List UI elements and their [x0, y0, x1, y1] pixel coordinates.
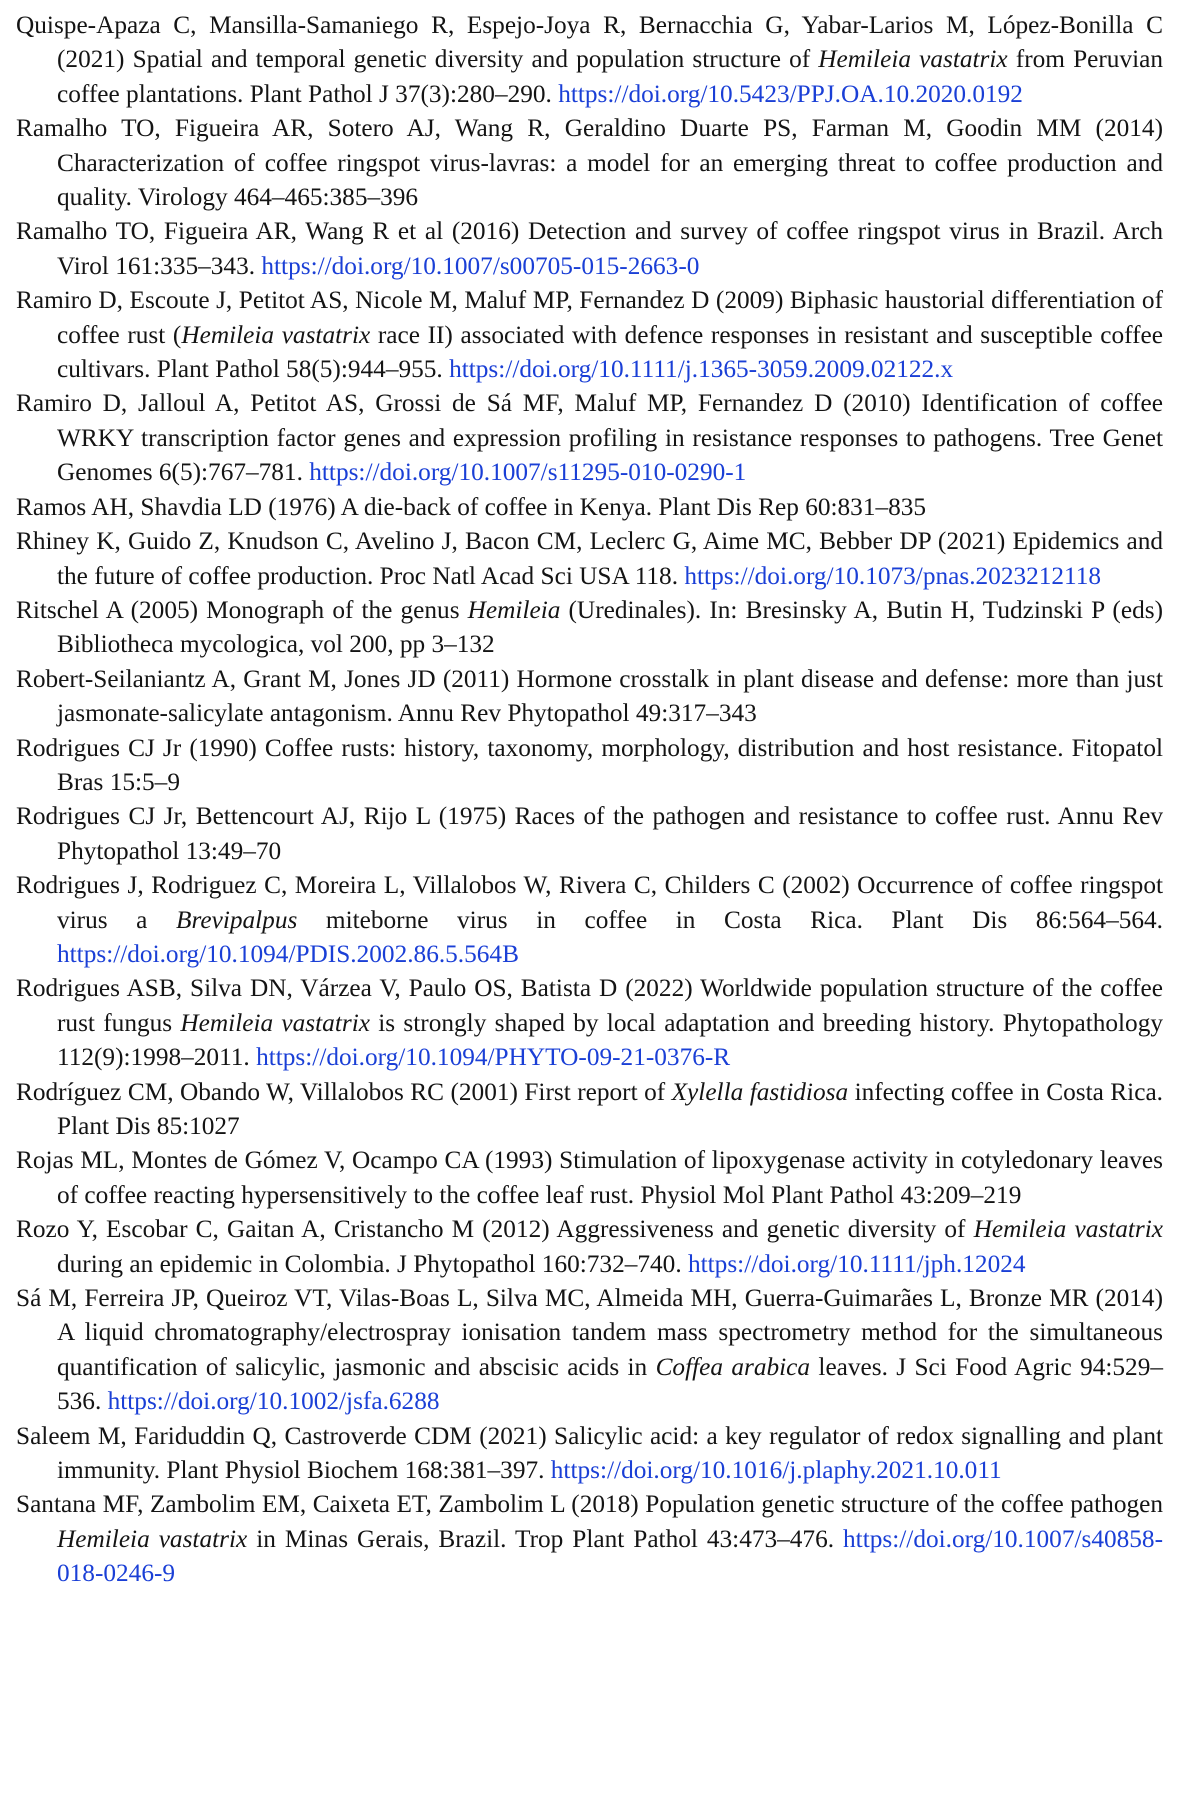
italic-taxon-text: Xylella fastidiosa: [671, 1077, 849, 1106]
reference-text: Rhiney K, Guido Z, Knudson C, Avelino J, Bacon CM, Leclerc G, Aime MC, Bebber DP (2021) Epidemics and the future of coffee production. Proc Natl Acad Sci USA 118.: [16, 527, 1163, 590]
reference-entry: [16, 214, 1163, 283]
doi-link[interactable]: https://doi.org/10.5423/PPJ.OA.10.2020.0192: [558, 79, 1023, 108]
reference-text: Santana MF, Zambolim EM, Caixeta ET, Zambolim L (2018) Population genetic structure of the coffee pathogen: [16, 1490, 1163, 1519]
doi-link[interactable]: https://doi.org/10.1073/pnas.2023212118: [684, 561, 1102, 590]
reference-text: infecting coffee in Costa Rica. Plant Dis 85:1027: [57, 1077, 1163, 1140]
reference-entry: [16, 868, 1163, 971]
reference-text: in Minas Gerais, Brazil. Trop Plant Pathol 43:473–476.: [247, 1524, 844, 1553]
reference-text: during an epidemic in Colombia. J Phytopathol 160:732–740.: [57, 1249, 688, 1278]
reference-entry: [16, 799, 1163, 868]
reference-text: Rodrigues CJ Jr, Bettencourt AJ, Rijo L (1975) Races of the pathogen and resistance to coffee rust. Annu Rev Phytopathol 13:49–70: [16, 802, 1163, 865]
reference-text: Ramiro D, Escoute J, Petitot AS, Nicole M, Maluf MP, Fernandez D (2009) Biphasic haustorial differentiation of coffee rust (: [16, 286, 1163, 349]
doi-link[interactable]: https://doi.org/10.1016/j.plaphy.2021.10.011: [550, 1456, 1002, 1485]
doi-link[interactable]: https://doi.org/10.1094/PDIS.2002.86.5.564B: [57, 939, 519, 968]
reference-text: Rodríguez CM, Obando W, Villalobos RC (2001) First report of: [16, 1077, 672, 1106]
italic-taxon-text: Brevipalpus: [176, 905, 298, 934]
reference-text: Rodrigues ASB, Silva DN, Várzea V, Paulo OS, Batista D (2022) Worldwide population structure of the coffee rust fungus: [16, 974, 1163, 1037]
doi-link[interactable]: https://doi.org/10.1002/jsfa.6288: [107, 1387, 440, 1416]
italic-taxon-text: Hemileia vastatrix: [180, 1008, 370, 1037]
doi-link[interactable]: https://doi.org/10.1007/s00705-015-2663-0: [261, 251, 700, 280]
doi-link[interactable]: https://doi.org/10.1094/PHYTO-09-21-0376-R: [256, 1043, 731, 1072]
reference-text: race II) associated with defence responses in resistant and susceptible coffee cultivars. Plant Pathol 58(5):944–955.: [57, 320, 1164, 384]
reference-text: (Uredinales). In: Bresinsky A, Butin H, Tudzinski P (eds) Bibliotheca mycologica, vol 200, pp 3–132: [57, 595, 1163, 659]
italic-taxon-text: Hemileia: [467, 595, 561, 624]
reference-text: leaves. J Sci Food Agric 94:529–536.: [57, 1352, 1163, 1416]
reference-list: [16, 8, 1163, 1591]
doi-link[interactable]: https://doi.org/10.1007/s40858-018-0246-9: [57, 1524, 1164, 1588]
reference-entry: [16, 731, 1163, 800]
reference-text: Rozo Y, Escobar C, Gaitan A, Cristancho M (2012) Aggressiveness and genetic diversity of: [16, 1215, 974, 1244]
reference-text: Ramos AH, Shavdia LD (1976) A die-back of coffee in Kenya. Plant Dis Rep 60:831–835: [16, 492, 927, 521]
doi-link[interactable]: https://doi.org/10.1111/j.1365-3059.2009.02122.x: [449, 355, 954, 384]
italic-taxon-text: Coffea arabica: [655, 1352, 811, 1381]
reference-entry: [16, 1212, 1163, 1281]
reference-entry: [16, 490, 1163, 524]
reference-entry: [16, 662, 1163, 731]
italic-taxon-text: Hemileia vastatrix: [181, 320, 371, 349]
reference-entry: [16, 8, 1163, 111]
reference-entry: [16, 593, 1163, 662]
reference-text: Saleem M, Fariduddin Q, Castroverde CDM (2021) Salicylic acid: a key regulator of redox signalling and plant immunity. Plant Physiol Biochem 168:381–397.: [16, 1421, 1163, 1485]
reference-entry: [16, 1419, 1163, 1488]
reference-entry: [16, 971, 1163, 1074]
reference-entry: [16, 1487, 1163, 1590]
italic-taxon-text: Hemileia vastatrix: [973, 1215, 1163, 1244]
reference-entry: [16, 386, 1163, 489]
reference-text: from Peruvian coffee plantations. Plant Pathol J 37(3):280–290.: [57, 45, 1164, 108]
reference-text: Ritschel A (2005) Monograph of the genus: [16, 595, 468, 624]
reference-entry: [16, 1075, 1163, 1144]
reference-text: Ramalho TO, Figueira AR, Sotero AJ, Wang R, Geraldino Duarte PS, Farman M, Goodin MM (2014) Characterization of coffee ringspot virus-lavras: a model for an emerging threat to coffee production and quality. Virology 464–465:385–396: [16, 114, 1163, 212]
doi-link[interactable]: https://doi.org/10.1007/s11295-010-0290-1: [309, 458, 747, 487]
reference-text: Rojas ML, Montes de Gómez V, Ocampo CA (1993) Stimulation of lipoxygenase activity in cotyledonary leaves of coffee reacting hypersensitively to the coffee leaf rust. Physiol Mol Plant Pathol 43:209–219: [16, 1146, 1163, 1209]
reference-text: Rodrigues CJ Jr (1990) Coffee rusts: history, taxonomy, morphology, distribution and host resistance. Fitopatol Bras 15:5–9: [16, 733, 1163, 796]
doi-link[interactable]: https://doi.org/10.1111/jph.12024: [687, 1249, 1026, 1278]
reference-entry: [16, 283, 1163, 386]
italic-taxon-text: Hemileia vastatrix: [57, 1524, 248, 1553]
reference-text: is strongly shaped by local adaptation and breeding history. Phytopathology 112(9):1998–2011.: [57, 1008, 1164, 1072]
reference-text: Ramalho TO, Figueira AR, Wang R et al (2016) Detection and survey of coffee ringspot virus in Brazil. Arch Virol 161:335–343.: [16, 217, 1163, 280]
reference-entry: [16, 111, 1163, 214]
reference-text: Sá M, Ferreira JP, Queiroz VT, Vilas-Boas L, Silva MC, Almeida MH, Guerra-Guimarães L, Bronze MR (2014) A liquid chromatography/electrospray ionisation tandem mass spectrometry method for the simultaneous quantification of salicylic, jasmonic and abscisic acids in: [16, 1284, 1163, 1381]
reference-text: Quispe-Apaza C, Mansilla-Samaniego R, Espejo-Joya R, Bernacchia G, Yabar-Larios M, López-Bonilla C (2021) Spatial and temporal genetic diversity and population structure of: [16, 11, 1163, 74]
reference-entry: [16, 1281, 1163, 1419]
reference-entry: [16, 524, 1163, 593]
italic-taxon-text: Hemileia vastatrix: [818, 45, 1008, 74]
reference-text: Robert-Seilaniantz A, Grant M, Jones JD (2011) Hormone crosstalk in plant disease and defense: more than just jasmonate-salicylate antagonism. Annu Rev Phytopathol 49:317–343: [16, 664, 1163, 728]
reference-text: Ramiro D, Jalloul A, Petitot AS, Grossi de Sá MF, Maluf MP, Fernandez D (2010) Identification of coffee WRKY transcription factor genes and expression profiling in resistance responses to pathogens. Tree Genet Genomes 6(5):767–781.: [16, 389, 1163, 487]
reference-text: miteborne virus in coffee in Costa Rica. Plant Dis 86:564–564.: [297, 905, 1163, 934]
reference-text: Rodrigues J, Rodriguez C, Moreira L, Villalobos W, Rivera C, Childers C (2002) Occurrence of coffee ringspot virus a: [16, 871, 1163, 934]
reference-entry: [16, 1143, 1163, 1212]
